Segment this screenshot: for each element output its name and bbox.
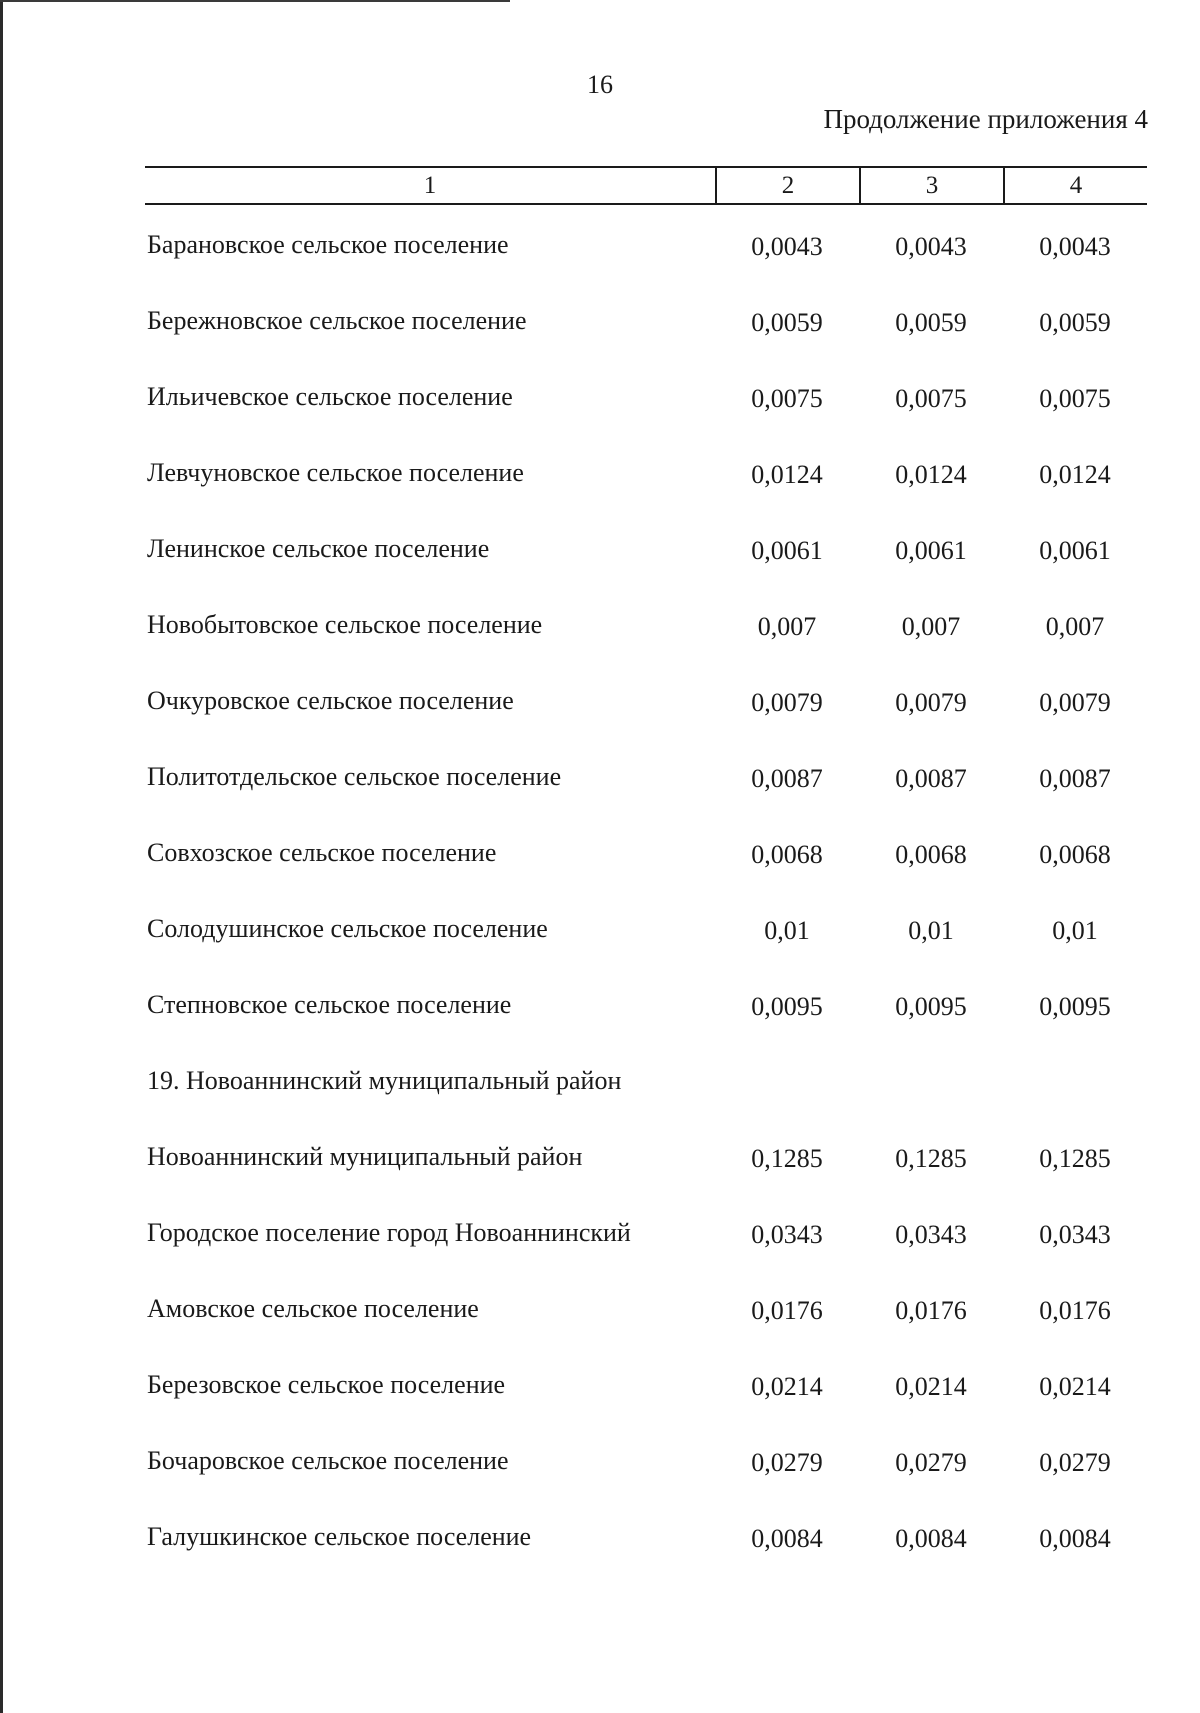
scan-edge-top [0, 0, 510, 2]
row-value-4: 0,0343 [1039, 1220, 1111, 1249]
row-value-2: 0,0087 [751, 764, 823, 793]
row-value-4: 0,0079 [1039, 688, 1111, 717]
row-value-4: 0,0068 [1039, 840, 1111, 869]
row-value-3: 0,1285 [895, 1144, 967, 1173]
table-row [147, 1142, 1147, 1218]
row-value-4: 0,0061 [1039, 536, 1111, 565]
row-value-2: 0,0079 [751, 688, 823, 717]
table-row [147, 686, 1147, 762]
row-value-2: 0,007 [757, 612, 817, 641]
row-value-2: 0,0043 [751, 232, 823, 261]
header-cell-2: 2 [715, 168, 859, 203]
row-value-2: 0,0124 [751, 460, 823, 489]
table-row [147, 534, 1147, 610]
row-value-3: 0,0075 [895, 384, 967, 413]
row-name: Очкуровское сельское поселение [147, 686, 514, 715]
row-name: Амовское сельское поселение [147, 1294, 479, 1323]
header-cell-4: 4 [1003, 168, 1147, 203]
row-value-3: 0,0059 [895, 308, 967, 337]
table-row [147, 838, 1147, 914]
row-value-3: 0,007 [901, 612, 961, 641]
table-row [147, 306, 1147, 382]
row-value-2: 0,0279 [751, 1448, 823, 1477]
row-value-3: 0,0124 [895, 460, 967, 489]
row-value-2: 0,0068 [751, 840, 823, 869]
row-value-4: 0,0124 [1039, 460, 1111, 489]
row-value-3: 0,0176 [895, 1296, 967, 1325]
row-value-4: 0,0095 [1039, 992, 1111, 1021]
header-cell-1: 1 [423, 172, 437, 199]
row-value-2: 0,0343 [751, 1220, 823, 1249]
row-name: Солодушинское сельское поселение [147, 914, 548, 943]
row-value-3: 0,0084 [895, 1524, 967, 1553]
row-value-4: 0,0087 [1039, 764, 1111, 793]
row-value-4: 0,0043 [1039, 232, 1111, 261]
row-value-3: 0,0214 [895, 1372, 967, 1401]
table-row [147, 1446, 1147, 1522]
table-row [147, 1294, 1147, 1370]
table-row [147, 1522, 1147, 1598]
row-value-2: 0,1285 [751, 1144, 823, 1173]
table-header [145, 166, 1147, 205]
table-row [147, 458, 1147, 534]
row-value-3: 0,0279 [895, 1448, 967, 1477]
row-name: 19. Новоаннинский муниципальный район [147, 1066, 622, 1095]
row-value-3: 0,0061 [895, 536, 967, 565]
row-value-2: 0,01 [764, 916, 810, 945]
row-value-2: 0,0075 [751, 384, 823, 413]
row-value-3: 0,0343 [895, 1220, 967, 1249]
row-value-4: 0,0075 [1039, 384, 1111, 413]
page-number: 16 [587, 70, 613, 99]
row-name: Политотдельское сельское поселение [147, 762, 562, 791]
table-row [147, 762, 1147, 838]
row-value-2: 0,0176 [751, 1296, 823, 1325]
row-value-3: 0,0079 [895, 688, 967, 717]
row-name: Березовское сельское поселение [147, 1370, 506, 1399]
row-value-4: 0,01 [1052, 916, 1098, 945]
row-value-3: 0,0087 [895, 764, 967, 793]
row-name: Новоаннинский муниципальный район [147, 1142, 583, 1171]
row-value-2: 0,0061 [751, 536, 823, 565]
row-value-2: 0,0059 [751, 308, 823, 337]
row-value-4: 0,007 [1045, 612, 1105, 641]
row-name: Совхозское сельское поселение [147, 838, 497, 867]
row-name: Барановское сельское поселение [147, 230, 509, 259]
row-name: Левчуновское сельское поселение [147, 458, 524, 487]
row-value-4: 0,1285 [1039, 1144, 1111, 1173]
table-row [147, 914, 1147, 990]
row-value-2: 0,0095 [751, 992, 823, 1021]
row-value-3: 0,01 [908, 916, 954, 945]
table-row [147, 990, 1147, 1066]
row-value-3: 0,0068 [895, 840, 967, 869]
continuation-heading: Продолжение приложения 4 [823, 104, 1148, 134]
row-name: Ленинское сельское поселение [147, 534, 490, 563]
row-value-4: 0,0176 [1039, 1296, 1111, 1325]
table-row [147, 382, 1147, 458]
row-name: Бочаровское сельское поселение [147, 1446, 509, 1475]
row-value-4: 0,0059 [1039, 308, 1111, 337]
row-name: Городское поселение город Новоаннинский [147, 1218, 631, 1247]
row-name: Степновское сельское поселение [147, 990, 512, 1019]
table-row [147, 1218, 1147, 1294]
row-value-4: 0,0214 [1039, 1372, 1111, 1401]
row-value-2: 0,0084 [751, 1524, 823, 1553]
row-value-3: 0,0043 [895, 232, 967, 261]
table-row [147, 610, 1147, 686]
table-body [147, 230, 1147, 1598]
row-name: Новобытовское сельское поселение [147, 610, 543, 639]
row-value-4: 0,0084 [1039, 1524, 1111, 1553]
row-value-2: 0,0214 [751, 1372, 823, 1401]
scan-edge-left [0, 0, 3, 1713]
table-row [147, 1370, 1147, 1446]
row-name: Бережновское сельское поселение [147, 306, 527, 335]
table-row [147, 1066, 1147, 1142]
row-value-4: 0,0279 [1039, 1448, 1111, 1477]
row-name: Галушкинское сельское поселение [147, 1522, 532, 1551]
row-name: Ильичевское сельское поселение [147, 382, 513, 411]
row-value-3: 0,0095 [895, 992, 967, 1021]
header-cell-3: 3 [859, 168, 1003, 203]
table-row [147, 230, 1147, 306]
